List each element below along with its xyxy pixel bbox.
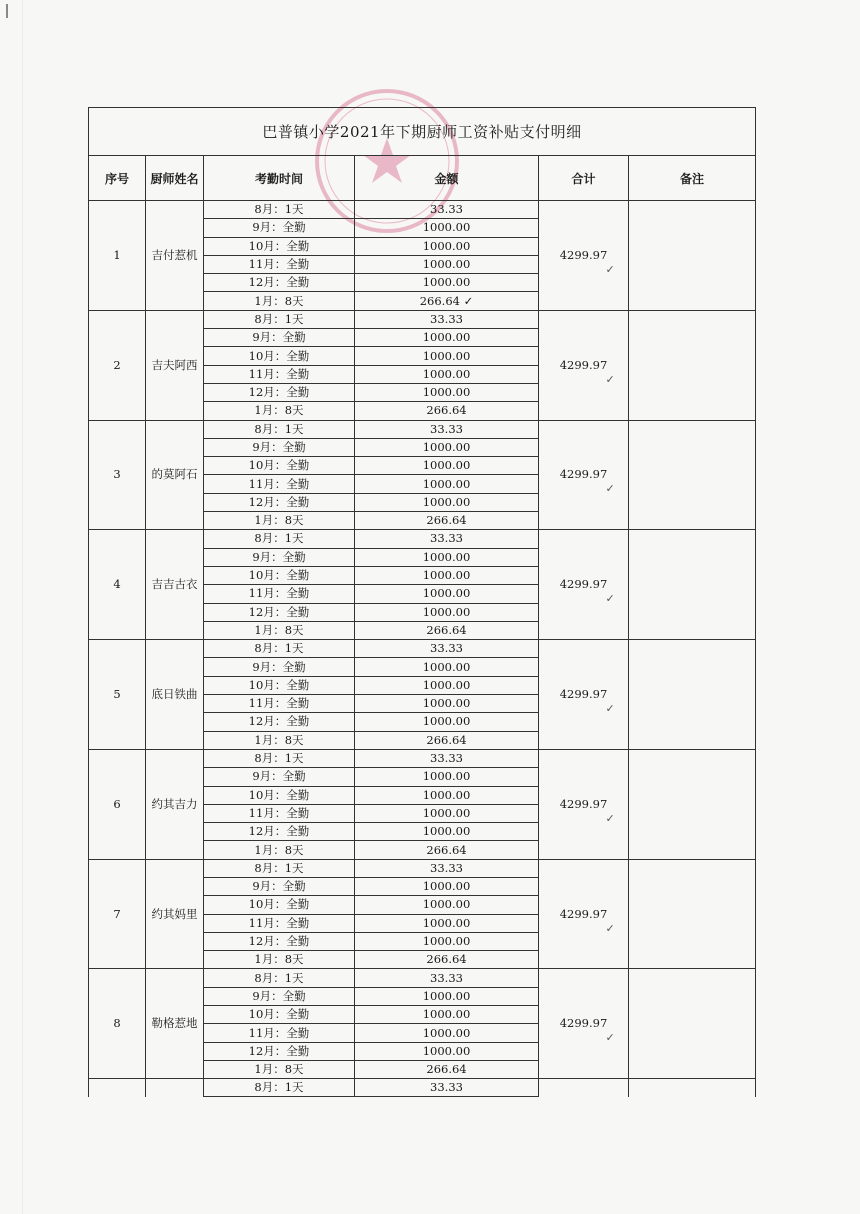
attendance-cell: 12月：全勤	[204, 932, 355, 950]
row-index: 2	[89, 310, 146, 420]
attendance-cell: 8月：1天	[204, 640, 355, 658]
attendance-cell: 1月：8天	[204, 731, 355, 749]
row-index: 3	[89, 420, 146, 530]
attendance-cell: 12月：全勤	[204, 823, 355, 841]
table-row	[89, 859, 756, 877]
attendance-cell: 11月：全勤	[204, 914, 355, 932]
remark-cell	[629, 859, 756, 969]
amount-cell: 266.64 ✓	[355, 292, 539, 310]
amount-cell: 1000.00	[355, 219, 539, 237]
amount-cell: 1000.00	[355, 932, 539, 950]
amount-cell: 1000.00	[355, 585, 539, 603]
attendance-cell: 8月：1天	[204, 201, 355, 219]
check-mark-icon: ✓	[605, 372, 615, 386]
amount-cell: 266.64	[355, 1060, 539, 1078]
remark-cell	[629, 310, 756, 420]
total-cell	[539, 859, 629, 969]
amount-cell: 33.33	[355, 1079, 539, 1097]
total-cell	[539, 1079, 629, 1097]
amount-cell: 1000.00	[355, 475, 539, 493]
attendance-cell: 10月：全勤	[204, 237, 355, 255]
attendance-cell: 8月：1天	[204, 969, 355, 987]
check-mark-icon: ✓	[605, 482, 615, 496]
attendance-cell: 12月：全勤	[204, 493, 355, 511]
attendance-cell: 8月：1天	[204, 420, 355, 438]
amount-cell: 1000.00	[355, 566, 539, 584]
attendance-cell: 11月：全勤	[204, 475, 355, 493]
amount-cell: 1000.00	[355, 768, 539, 786]
attendance-cell: 1月：8天	[204, 951, 355, 969]
header-amount: 金额	[355, 156, 539, 201]
attendance-cell: 1月：8天	[204, 292, 355, 310]
table-row	[89, 969, 756, 987]
table-title: 巴普镇小学2021年下期厨师工资补贴支付明细	[89, 108, 756, 156]
row-index: 5	[89, 640, 146, 750]
attendance-cell: 1月：8天	[204, 1060, 355, 1078]
amount-cell: 1000.00	[355, 676, 539, 694]
amount-cell: 266.64	[355, 841, 539, 859]
attendance-cell: 9月：全勤	[204, 548, 355, 566]
attendance-cell: 9月：全勤	[204, 329, 355, 347]
attendance-cell: 9月：全勤	[204, 658, 355, 676]
amount-cell: 1000.00	[355, 658, 539, 676]
total-value: 4299.97	[559, 906, 608, 921]
amount-cell: 266.64	[355, 951, 539, 969]
attendance-cell: 1月：8天	[204, 841, 355, 859]
amount-cell: 266.64	[355, 402, 539, 420]
attendance-cell: 1月：8天	[204, 512, 355, 530]
amount-cell: 1000.00	[355, 347, 539, 365]
amount-cell: 1000.00	[355, 713, 539, 731]
check-mark-icon: ✓	[605, 701, 615, 715]
chef-name: 约其吉力	[146, 749, 204, 859]
payment-detail-table	[88, 107, 756, 1097]
amount-cell: 1000.00	[355, 548, 539, 566]
attendance-cell: 10月：全勤	[204, 786, 355, 804]
check-mark-icon: ✓	[605, 592, 615, 606]
scan-edge-line	[22, 0, 23, 1214]
total-value: 4299.97	[559, 796, 608, 811]
attendance-cell: 8月：1天	[204, 1079, 355, 1097]
amount-cell: 1000.00	[355, 603, 539, 621]
attendance-cell: 9月：全勤	[204, 438, 355, 456]
amount-cell: 33.33	[355, 420, 539, 438]
header-chef-name: 厨师姓名	[146, 156, 204, 201]
amount-cell: 1000.00	[355, 914, 539, 932]
amount-cell: 1000.00	[355, 1006, 539, 1024]
attendance-cell: 1月：8天	[204, 621, 355, 639]
row-index: 1	[89, 201, 146, 311]
remark-cell	[629, 420, 756, 530]
chef-name: 吉夫阿西	[146, 310, 204, 420]
total-cell	[539, 640, 629, 750]
chef-name: 吉吉古衣	[146, 530, 204, 640]
table-body	[89, 201, 756, 1097]
amount-cell: 1000.00	[355, 383, 539, 401]
remark-cell	[629, 1079, 756, 1097]
chef-name: 约其妈里	[146, 859, 204, 969]
row-index: 4	[89, 530, 146, 640]
row-index: 7	[89, 859, 146, 969]
total-value: 4299.97	[559, 247, 608, 262]
check-mark-icon: ✓	[605, 262, 615, 276]
total-value: 4299.97	[559, 1016, 608, 1031]
amount-cell: 1000.00	[355, 237, 539, 255]
header-remarks: 备注	[629, 156, 756, 201]
amount-cell: 1000.00	[355, 457, 539, 475]
attendance-cell: 11月：全勤	[204, 1024, 355, 1042]
amount-cell: 1000.00	[355, 804, 539, 822]
amount-cell: 1000.00	[355, 896, 539, 914]
amount-cell: 1000.00	[355, 1042, 539, 1060]
amount-cell: 1000.00	[355, 438, 539, 456]
header-index: 序号	[89, 156, 146, 201]
row-index	[89, 1079, 146, 1097]
table-row	[89, 310, 756, 328]
attendance-cell: 9月：全勤	[204, 768, 355, 786]
total-cell	[539, 201, 629, 311]
remark-cell	[629, 749, 756, 859]
amount-cell: 33.33	[355, 969, 539, 987]
chef-name: 底日铁曲	[146, 640, 204, 750]
total-value: 4299.97	[559, 577, 608, 592]
check-mark-icon: ✓	[605, 921, 615, 935]
total-cell	[539, 420, 629, 530]
attendance-cell: 10月：全勤	[204, 1006, 355, 1024]
attendance-cell: 10月：全勤	[204, 347, 355, 365]
attendance-cell: 10月：全勤	[204, 676, 355, 694]
amount-cell: 1000.00	[355, 877, 539, 895]
attendance-cell: 8月：1天	[204, 310, 355, 328]
header-attendance: 考勤时间	[204, 156, 355, 201]
attendance-cell: 10月：全勤	[204, 457, 355, 475]
remark-cell	[629, 640, 756, 750]
amount-cell: 1000.00	[355, 987, 539, 1005]
amount-cell: 33.33	[355, 859, 539, 877]
total-value: 4299.97	[559, 687, 608, 702]
total-value: 4299.97	[559, 467, 608, 482]
amount-cell: 1000.00	[355, 1024, 539, 1042]
amount-cell: 1000.00	[355, 823, 539, 841]
amount-cell: 1000.00	[355, 329, 539, 347]
attendance-cell: 11月：全勤	[204, 365, 355, 383]
total-cell	[539, 969, 629, 1079]
attendance-cell: 8月：1天	[204, 749, 355, 767]
attendance-cell: 12月：全勤	[204, 603, 355, 621]
attendance-cell: 11月：全勤	[204, 585, 355, 603]
table-row	[89, 530, 756, 548]
attendance-cell: 12月：全勤	[204, 713, 355, 731]
total-value: 4299.97	[559, 357, 608, 372]
attendance-cell: 10月：全勤	[204, 896, 355, 914]
remark-cell	[629, 201, 756, 311]
amount-cell: 1000.00	[355, 255, 539, 273]
amount-cell: 1000.00	[355, 274, 539, 292]
amount-cell: 33.33	[355, 201, 539, 219]
attendance-cell: 11月：全勤	[204, 255, 355, 273]
chef-name	[146, 1079, 204, 1097]
attendance-cell: 9月：全勤	[204, 987, 355, 1005]
attendance-cell: 8月：1天	[204, 530, 355, 548]
amount-cell: 33.33	[355, 310, 539, 328]
amount-cell: 266.64	[355, 621, 539, 639]
amount-cell: 266.64	[355, 512, 539, 530]
attendance-cell: 1月：8天	[204, 402, 355, 420]
attendance-cell: 12月：全勤	[204, 274, 355, 292]
total-cell	[539, 310, 629, 420]
table-row	[89, 201, 756, 219]
attendance-cell: 8月：1天	[204, 859, 355, 877]
header-total: 合计	[539, 156, 629, 201]
table-row	[89, 420, 756, 438]
chef-name: 勒格惹地	[146, 969, 204, 1079]
remark-cell	[629, 969, 756, 1079]
attendance-cell: 11月：全勤	[204, 804, 355, 822]
remark-cell	[629, 530, 756, 640]
amount-cell: 1000.00	[355, 786, 539, 804]
chef-name: 的莫阿石	[146, 420, 204, 530]
attendance-cell: 10月：全勤	[204, 566, 355, 584]
attendance-cell: 12月：全勤	[204, 383, 355, 401]
table-row	[89, 749, 756, 767]
amount-cell: 33.33	[355, 530, 539, 548]
amount-cell: 1000.00	[355, 493, 539, 511]
table-row-partial	[89, 1079, 756, 1097]
row-index: 6	[89, 749, 146, 859]
amount-cell: 1000.00	[355, 365, 539, 383]
amount-cell: 1000.00	[355, 695, 539, 713]
table-row	[89, 640, 756, 658]
check-mark-icon: ✓	[605, 1031, 615, 1045]
row-index: 8	[89, 969, 146, 1079]
chef-name: 吉付惹机	[146, 201, 204, 311]
attendance-cell: 9月：全勤	[204, 219, 355, 237]
total-cell	[539, 530, 629, 640]
attendance-cell: 9月：全勤	[204, 877, 355, 895]
check-mark-icon: ✓	[605, 811, 615, 825]
amount-cell: 266.64	[355, 731, 539, 749]
scan-corner-mark	[6, 4, 8, 18]
total-cell	[539, 749, 629, 859]
attendance-cell: 12月：全勤	[204, 1042, 355, 1060]
amount-cell: 33.33	[355, 749, 539, 767]
amount-cell: 33.33	[355, 640, 539, 658]
attendance-cell: 11月：全勤	[204, 695, 355, 713]
